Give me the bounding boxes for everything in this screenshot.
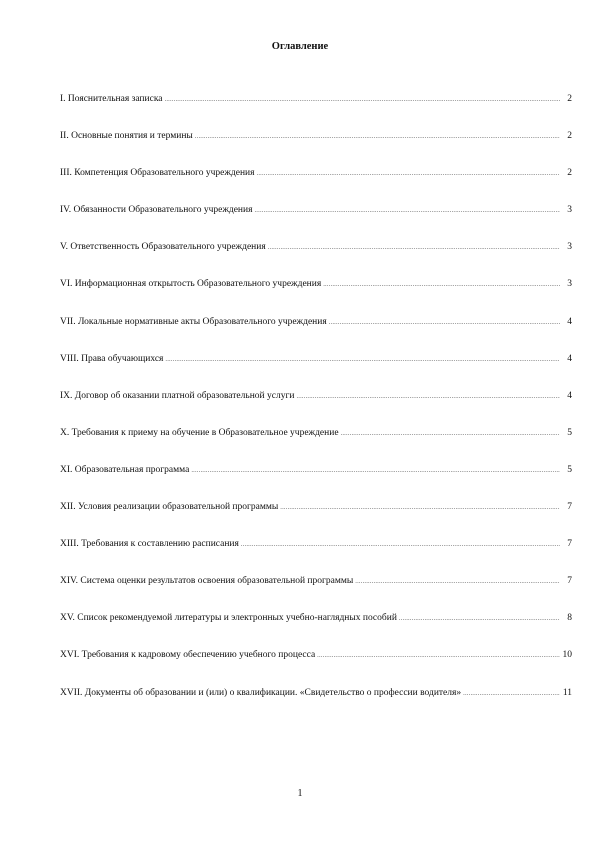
toc-entry[interactable] <box>60 316 572 328</box>
toc-dot-leader <box>280 502 560 514</box>
toc-entry-label: X. Требования к приему на обучение в Образовательное учреждение <box>60 427 339 438</box>
toc-dot-leader <box>268 242 560 254</box>
toc-entry[interactable] <box>60 687 572 699</box>
toc-entry-page: 5 <box>567 464 572 475</box>
toc-entry[interactable] <box>60 649 572 661</box>
toc-entry-label: XIII. Требования к составлению расписания <box>60 539 239 550</box>
toc-entry-label: XII. Условия реализации образовательной программы <box>60 502 279 513</box>
page-number: 1 <box>297 788 303 799</box>
toc-dot-leader <box>165 94 560 106</box>
toc-entry-label: VII. Локальные нормативные акты Образовательного учреждения <box>60 316 327 327</box>
toc-entry-label: VIII. Права обучающихся <box>60 353 164 364</box>
toc-dot-leader <box>355 576 560 588</box>
toc-entry-page: 2 <box>567 94 572 104</box>
toc-entry-label: I. Пояснительная записка <box>60 94 163 104</box>
table-of-contents <box>60 93 572 724</box>
toc-entry-page: 2 <box>567 131 572 142</box>
toc-entry-label: XI. Образовательная программа <box>60 464 190 475</box>
toc-entry-page: 2 <box>567 168 572 179</box>
toc-entry[interactable] <box>60 93 572 105</box>
toc-entry[interactable] <box>60 204 572 216</box>
toc-dot-leader <box>317 650 560 662</box>
toc-entry[interactable] <box>60 464 572 476</box>
toc-entry-label: III. Компетенция Образовательного учреждения <box>60 168 255 179</box>
toc-entry-label: V. Ответственность Образовательного учреждения <box>60 242 266 253</box>
toc-dot-leader <box>165 354 560 366</box>
toc-entry-label: XVII. Документы об образовании и (или) о квалификации. «Свидетельство о профессии водителя» <box>60 687 462 698</box>
toc-entry-label: XV. Список рекомендуемой литературы и электронных учебно-наглядных пособий <box>60 613 397 624</box>
toc-entry-page: 3 <box>567 242 572 253</box>
toc-entry[interactable] <box>60 575 572 587</box>
toc-entry-page: 7 <box>567 576 572 587</box>
toc-entry[interactable] <box>60 390 572 402</box>
toc-entry[interactable] <box>60 427 572 439</box>
toc-dot-leader <box>195 131 560 143</box>
toc-dot-leader <box>296 391 560 403</box>
toc-entry-page: 10 <box>562 650 572 661</box>
toc-entry-page: 4 <box>567 316 572 327</box>
toc-entry[interactable] <box>60 278 572 290</box>
toc-entry[interactable] <box>60 538 572 550</box>
toc-dot-leader <box>323 279 560 291</box>
toc-dot-leader <box>241 539 560 551</box>
toc-dot-leader <box>257 168 561 180</box>
toc-entry[interactable] <box>60 167 572 179</box>
toc-entry-page: 5 <box>567 427 572 438</box>
toc-dot-leader <box>329 317 560 329</box>
toc-entry[interactable] <box>60 130 572 142</box>
toc-entry-page: 3 <box>567 205 572 216</box>
toc-dot-leader <box>463 688 560 700</box>
toc-dot-leader <box>254 205 560 217</box>
toc-entry-label: XIV. Система оценки результатов освоения образовательной программы <box>60 576 354 587</box>
toc-entry-page: 11 <box>562 687 572 698</box>
toc-entry-page: 7 <box>567 539 572 550</box>
toc-entry-label: VI. Информационная открытость Образовательного учреждения <box>60 279 322 290</box>
toc-entry[interactable] <box>60 612 572 624</box>
toc-entry-label: XVI. Требования к кадровому обеспечению учебного процесса <box>60 650 316 661</box>
toc-entry[interactable] <box>60 241 572 253</box>
toc-entry-page: 4 <box>567 353 572 364</box>
toc-dot-leader <box>341 428 560 440</box>
toc-entry-page: 4 <box>567 390 572 401</box>
toc-entry-page: 8 <box>567 613 572 624</box>
toc-entry-label: II. Основные понятия и термины <box>60 131 193 142</box>
toc-dot-leader <box>399 613 560 625</box>
toc-dot-leader <box>191 465 560 477</box>
toc-entry[interactable] <box>60 501 572 513</box>
toc-entry[interactable] <box>60 353 572 365</box>
toc-entry-label: IV. Обязанности Образовательного учреждения <box>60 205 253 216</box>
toc-entry-page: 7 <box>567 502 572 513</box>
toc-entry-label: IX. Договор об оказании платной образовательной услуги <box>60 390 295 401</box>
toc-entry-page: 3 <box>567 279 572 290</box>
page-title: Оглавление <box>271 41 329 52</box>
